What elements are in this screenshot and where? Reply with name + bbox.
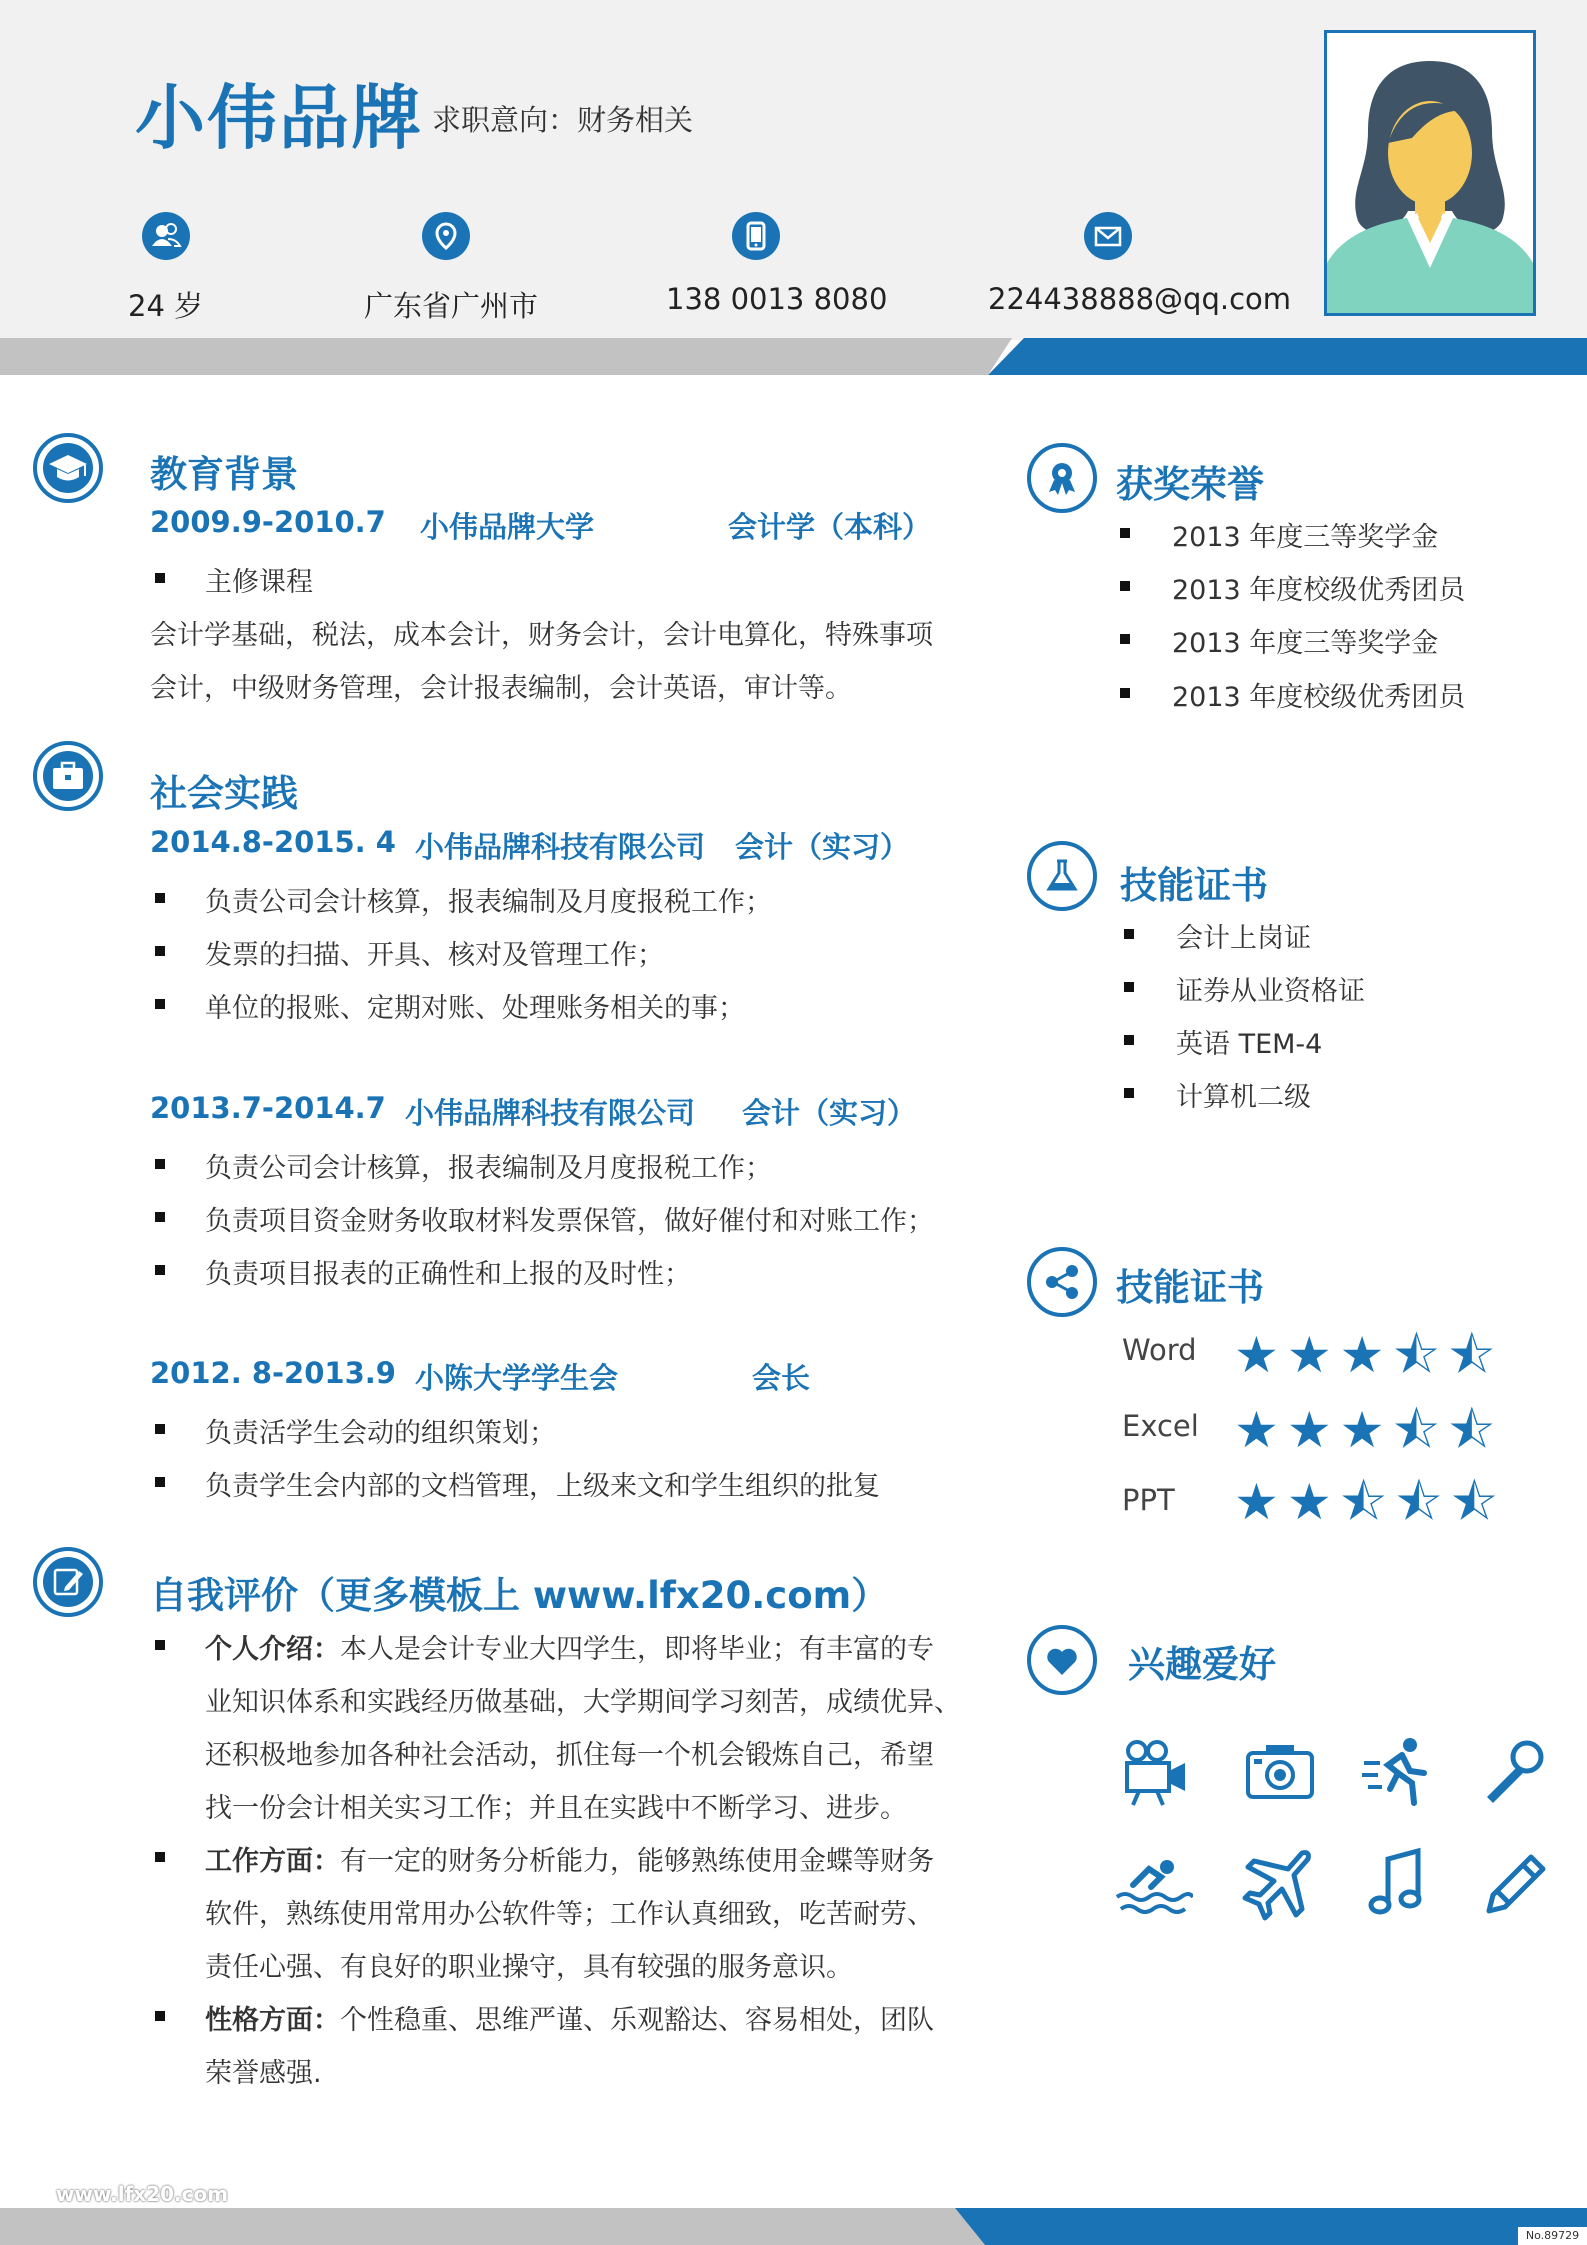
self-eval-line: 性格方面：个性稳重、思维严谨、乐观豁达、容易相处，团队	[205, 2005, 934, 2036]
education-school: 小伟品牌大学	[420, 510, 595, 544]
watermark: www.lfx20.com	[56, 2182, 229, 2206]
bullet	[1120, 581, 1130, 591]
self-eval-line: 找一份会计相关实习工作；并且在实践中不断学习、进步。	[205, 1793, 907, 1824]
swimming-icon	[1113, 1845, 1193, 1925]
practice-item: 负责公司会计核算，报表编制及月度报税工作；	[205, 887, 772, 918]
self-eval-line: 软件，熟练使用常用办公软件等；工作认真细致，吃苦耐劳、	[205, 1899, 934, 1930]
skill-name: Word	[1122, 1333, 1197, 1367]
edit-icon	[43, 1557, 93, 1607]
skill-name: PPT	[1122, 1483, 1175, 1517]
certs-section-icon	[1027, 841, 1097, 911]
practice-period: 2014.8-2015. 4	[150, 825, 396, 859]
running-icon	[1358, 1733, 1438, 1813]
skill-rating-stars: ★★★⯪⯪	[1234, 1401, 1504, 1459]
bullet	[1120, 688, 1130, 698]
bullet	[155, 1159, 165, 1169]
cert-item: 会计上岗证	[1176, 923, 1311, 954]
self-eval-label: 性格方面：	[205, 2005, 340, 2036]
certs-title: 技能证书	[1120, 864, 1268, 907]
practice-title: 社会实践	[150, 772, 298, 815]
skill-rating-stars: ★★⯪⯪⯪	[1234, 1473, 1506, 1531]
practice-role: 会计（实习）	[742, 1096, 917, 1130]
practice-item: 负责公司会计核算，报表编制及月度报税工作；	[205, 1153, 772, 1184]
bullet	[155, 893, 165, 903]
course-label: 主修课程	[205, 567, 313, 598]
course-line: 会计学基础，税法，成本会计，财务会计，会计电算化，特殊事项	[150, 620, 933, 651]
skill-rating-stars: ★★★⯪⯪	[1234, 1326, 1504, 1384]
education-period: 2009.9-2010.7	[150, 505, 386, 539]
job-intent: 求职意向：财务相关	[432, 103, 694, 137]
awards-title: 获奖荣誉	[1116, 463, 1264, 506]
contact-email: 224438888@qq.com	[988, 282, 1292, 316]
awards-section-icon	[1027, 443, 1097, 513]
contact-age: 24 岁	[128, 289, 204, 323]
bullet	[155, 1212, 165, 1222]
self-eval-line: 责任心强、有良好的职业操守，具有较强的服务意识。	[205, 1952, 853, 1983]
bullet	[1124, 1035, 1134, 1045]
flask-icon	[1037, 851, 1087, 901]
cert-item: 计算机二级	[1176, 1082, 1311, 1113]
practice-org: 小伟品牌科技有限公司	[415, 830, 706, 864]
contact-phone: 138 0013 8080	[666, 282, 888, 316]
bullet	[155, 1424, 165, 1434]
pencil-icon	[1475, 1845, 1555, 1925]
practice-role: 会计（实习）	[735, 830, 910, 864]
course-line: 会计，中级财务管理，会计报表编制，会计英语，审计等。	[150, 673, 852, 704]
self-eval-section-icon	[33, 1547, 103, 1617]
practice-item: 负责项目报表的正确性和上报的及时性；	[205, 1259, 691, 1290]
practice-org: 小伟品牌科技有限公司	[405, 1096, 696, 1130]
camera-icon	[1240, 1733, 1320, 1813]
practice-section-icon	[33, 741, 103, 811]
bullet	[155, 999, 165, 1009]
self-eval-line: 荣誉感强.	[205, 2058, 322, 2089]
hobbies-title: 兴趣爱好	[1128, 1643, 1276, 1686]
bullet	[155, 1852, 165, 1862]
footer-band	[0, 2208, 1587, 2245]
education-major: 会计学（本科）	[728, 510, 932, 544]
contact-location: 广东省广州市	[364, 289, 539, 323]
self-eval-label: 工作方面：	[205, 1846, 340, 1877]
medal-icon	[1037, 453, 1087, 503]
self-eval-line: 还积极地参加各种社会活动，抓住每一个机会锻炼自己，希望	[205, 1740, 934, 1771]
practice-role: 会长	[752, 1361, 811, 1395]
self-eval-title: 自我评价（更多模板上 www.lfx20.com）	[150, 1574, 889, 1617]
practice-item: 负责项目资金财务收取材料发票保管，做好催付和对账工作；	[205, 1206, 934, 1237]
self-eval-line: 工作方面：有一定的财务分析能力，能够熟练使用金蝶等财务	[205, 1846, 934, 1877]
self-eval-line: 个人介绍：本人是会计专业大四学生，即将毕业；有丰富的专	[205, 1634, 934, 1665]
practice-item: 负责活学生会动的组织策划；	[205, 1418, 556, 1449]
bullet	[155, 1265, 165, 1275]
bullet	[1120, 528, 1130, 538]
mail-icon	[1084, 212, 1132, 260]
cert-item: 英语 TEM-4	[1176, 1029, 1323, 1060]
hobbies-section-icon	[1027, 1625, 1097, 1695]
movie-camera-icon	[1117, 1733, 1197, 1813]
skills-section-icon	[1027, 1247, 1097, 1317]
bullet	[1124, 982, 1134, 992]
award-item: 2013 年度三等奖学金	[1172, 522, 1439, 553]
practice-period: 2013.7-2014.7	[150, 1091, 386, 1125]
heart-icon	[1037, 1635, 1087, 1685]
award-item: 2013 年度校级优秀团员	[1172, 682, 1466, 713]
education-section-icon	[33, 433, 103, 503]
microphone-icon	[1475, 1733, 1555, 1813]
airplane-icon	[1236, 1845, 1316, 1925]
phone-icon	[732, 212, 780, 260]
header-band	[0, 338, 1587, 378]
practice-item: 单位的报账、定期对账、处理账务相关的事；	[205, 993, 745, 1024]
cert-item: 证券从业资格证	[1176, 976, 1365, 1007]
share-icon	[1037, 1257, 1087, 1307]
template-number: No.89729	[1518, 2227, 1587, 2245]
practice-org: 小陈大学学生会	[415, 1361, 619, 1395]
skill-name: Excel	[1122, 1409, 1199, 1443]
profile-photo	[1324, 30, 1536, 316]
self-eval-line: 业知识体系和实践经历做基础，大学期间学习刻苦，成绩优异、	[205, 1687, 961, 1718]
candidate-name: 小伟品牌	[135, 77, 423, 159]
self-eval-label: 个人介绍：	[205, 1634, 340, 1665]
briefcase-icon	[43, 751, 93, 801]
graduation-cap-icon	[43, 443, 93, 493]
bullet	[1120, 634, 1130, 644]
location-icon	[422, 212, 470, 260]
bullet	[1124, 1088, 1134, 1098]
skills-title: 技能证书	[1116, 1266, 1264, 1309]
user-icon	[142, 212, 190, 260]
bullet	[155, 1477, 165, 1487]
practice-period: 2012. 8-2013.9	[150, 1356, 396, 1390]
education-title: 教育背景	[150, 453, 298, 496]
bullet	[1124, 929, 1134, 939]
avatar-illustration	[1327, 33, 1533, 313]
bullet	[155, 2011, 165, 2021]
practice-item: 负责学生会内部的文档管理，上级来文和学生组织的批复	[205, 1471, 880, 1502]
bullet	[155, 946, 165, 956]
award-item: 2013 年度三等奖学金	[1172, 628, 1439, 659]
music-note-icon	[1358, 1845, 1438, 1925]
award-item: 2013 年度校级优秀团员	[1172, 575, 1466, 606]
bullet	[155, 1640, 165, 1650]
practice-item: 发票的扫描、开具、核对及管理工作；	[205, 940, 664, 971]
bullet	[155, 573, 165, 583]
